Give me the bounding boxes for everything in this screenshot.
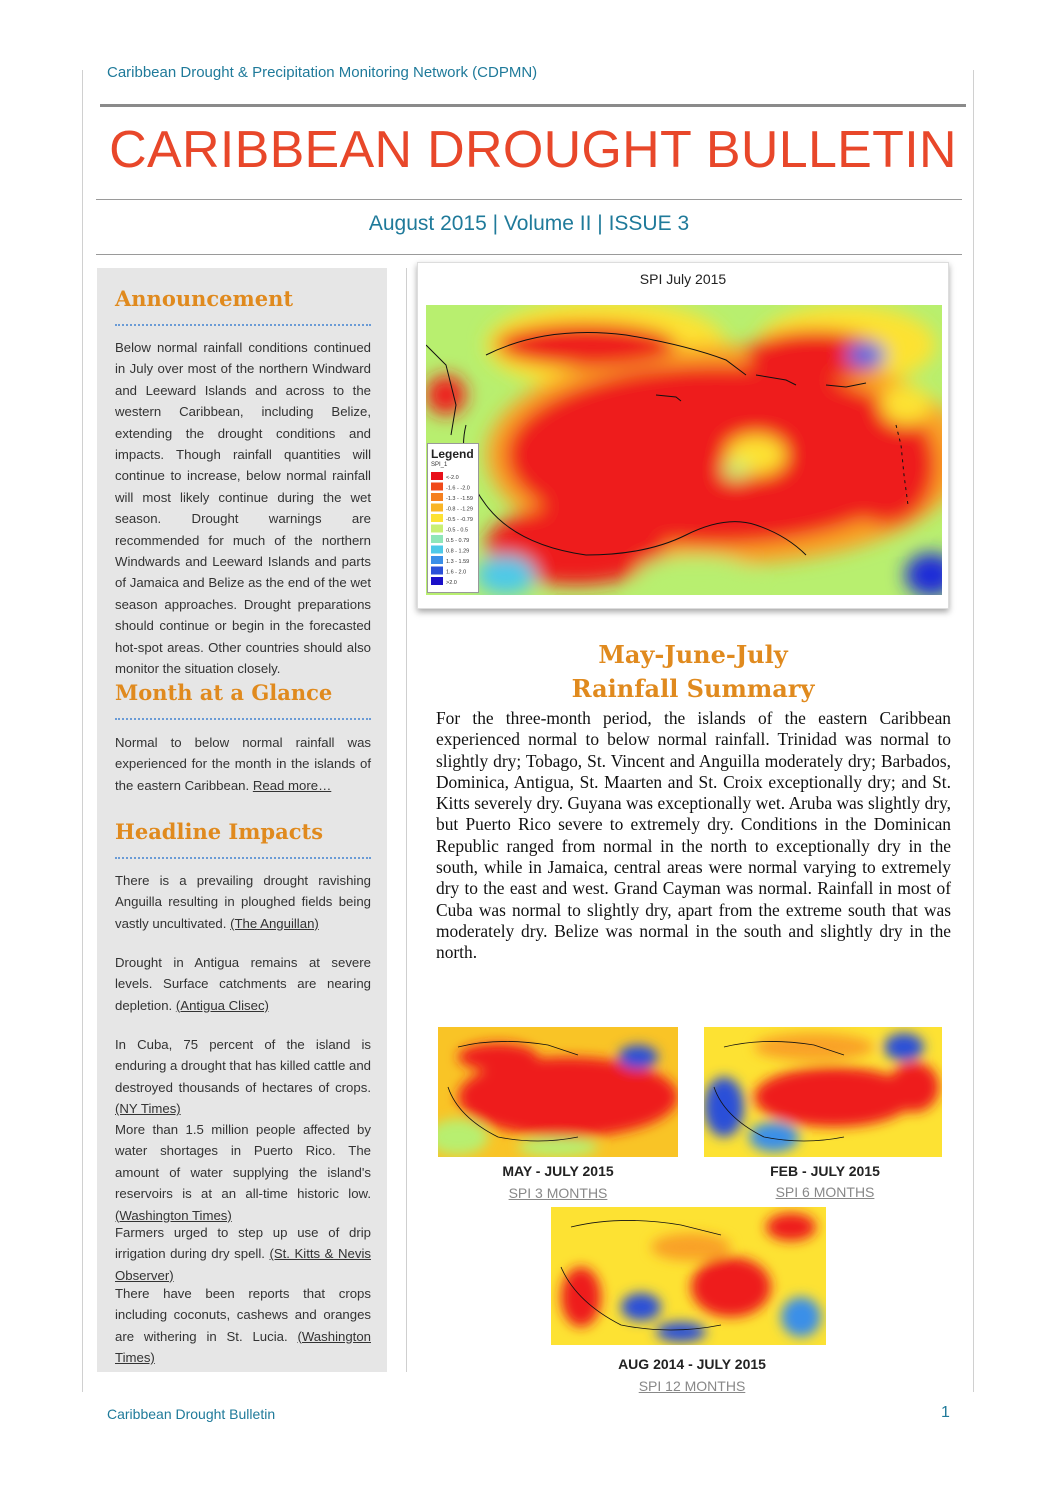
- impact-source-link[interactable]: (Washington Times): [115, 1328, 371, 1366]
- spi-3-month-map: [438, 1027, 678, 1157]
- map-link-spi-3[interactable]: SPI 3 MONTHS: [508, 1185, 608, 1201]
- legend-field: SPI_1: [431, 462, 448, 468]
- spi-map-image: [426, 305, 942, 595]
- impact-source-link[interactable]: (NY Times): [115, 1101, 181, 1117]
- issue-line: August 2015 | Volume II | ISSUE 3: [368, 212, 690, 235]
- legend-swatch: [431, 504, 443, 512]
- legend-label: -1.6 - -2.0: [446, 485, 470, 492]
- impact-source-link[interactable]: (The Anguillan): [230, 915, 319, 931]
- page-number: 1: [941, 1404, 950, 1421]
- impact-source-link[interactable]: (Washington Times): [115, 1207, 232, 1223]
- legend-label: 1.3 - 1.59: [446, 559, 470, 565]
- impact-item: Farmers urged to step up use of drip irrigation during dry spell. (St. Kitts & Nevis Observer): [115, 1225, 371, 1283]
- legend-swatch: [431, 567, 443, 575]
- legend-swatch: [431, 514, 443, 522]
- map-caption: AUG 2014 - JULY 2015: [618, 1356, 766, 1372]
- glance-divider: [115, 718, 371, 720]
- sidebar: [97, 268, 387, 1372]
- announcement-divider: [115, 324, 371, 326]
- legend-swatches: [431, 472, 477, 590]
- announcement-text: Below normal rainfall conditions continued in July over most of the northern Windward and Leeward Islands and across to the western Caribbean, including Belize, extending the drought conditions and impacts. Though rainfall quantities will continue to increase, below normal rainfall will most likely continue during the wet season. Drought warnings are recommended for much of the northern Windwards and Leeward Islands and parts of Jamaica and Belize as the end of the wet season approaches. Drought preparations should continue or begin in the forecasted hot-spot areas. Other countries should also monitor the situation closely.: [115, 340, 371, 677]
- legend-swatch: [431, 525, 443, 533]
- legend-label: -0.8 - -1.29: [446, 506, 473, 513]
- impacts-divider: [115, 857, 371, 859]
- summary-text: For the three-month period, the islands of the eastern Caribbean experienced normal to below normal rainfall. Trinidad was normal to slightly dry; Tobago, St. Vincent and Anguilla moderately dry; Barbados, Dominica, Antigua, St. Maarten and St. Croix exceptionally dry; and St. Kitts severely dry. Guyana was exceptionally wet. Aruba was slightly dry, but Puerto Rico severe to extremely dry. Conditions in the Dominican Republic ranged from normal in the north to exceptionally dry in the south, while in Jamaica, central areas were normal varying to extremely dry to the east and west. Grand Cayman was normal. Rainfall in most of Cuba was normal to slightly dry, apart from the extreme south that was moderately dry. Belize was normal in the south and slightly dry in the north.: [436, 708, 951, 963]
- glance-text: Normal to below normal rainfall was experienced for the month in the islands of the eastern Caribbean. Read more…: [115, 735, 371, 793]
- legend-label: <-2.0: [446, 475, 459, 481]
- legend-label: 0.8 - 1.29: [446, 548, 470, 555]
- summary-title-line-1: May-June-July: [598, 640, 788, 669]
- read-more-link[interactable]: Read more…: [252, 777, 332, 793]
- right-margin-line: [973, 70, 974, 1392]
- summary-title-line-2: Rainfall Summary: [571, 674, 815, 703]
- legend-swatch: [431, 546, 443, 554]
- left-margin-line: [82, 70, 83, 1392]
- legend-label: -0.5 - -0.79: [446, 517, 473, 523]
- footer-title: Caribbean Drought Bulletin: [107, 1406, 276, 1422]
- legend-label: >2.0: [446, 580, 457, 586]
- legend-title: Legend: [431, 447, 474, 461]
- legend-swatch: [431, 472, 443, 480]
- spi-july-map: [417, 262, 949, 609]
- legend-swatch: [431, 556, 443, 564]
- map-title: SPI July 2015: [639, 271, 727, 287]
- map-caption: MAY - JULY 2015: [502, 1163, 614, 1179]
- impact-item: In Cuba, 75 percent of the island is enduring a drought that has killed cattle and destroyed thousands of hectares of crops. (NY Times): [115, 1037, 371, 1117]
- legend-swatch: [431, 483, 443, 491]
- spi-12-month-map: [551, 1207, 826, 1345]
- legend-swatch: [431, 577, 443, 585]
- impacts-heading: Headline Impacts: [115, 819, 324, 844]
- legend-swatch: [431, 493, 443, 501]
- summary-title: [418, 638, 968, 706]
- impact-item: Drought in Antigua remains at severe levels. Surface catchments are nearing depletion. (Antigua Clisec): [115, 955, 371, 1013]
- announcement-heading: Announcement: [115, 286, 294, 311]
- column-divider: [406, 268, 407, 1372]
- issue-rule: [96, 254, 962, 255]
- spi-6-month-map: [704, 1027, 942, 1157]
- header-rule: [100, 104, 966, 107]
- legend-label: -0.5 - 0.5: [446, 527, 469, 534]
- map-link-spi-12[interactable]: SPI 12 MONTHS: [638, 1378, 746, 1394]
- map-caption: FEB - JULY 2015: [770, 1163, 880, 1179]
- impact-item: There is a prevailing drought ravishing Anguilla resulting in ploughed fields being vastly uncultivated. (The Anguillan): [115, 873, 371, 931]
- legend-swatch: [431, 535, 443, 543]
- impact-item: There have been reports that crops including coconuts, cashews and oranges are withering in St. Lucia. (Washington Times): [115, 1286, 371, 1366]
- bulletin-title: CARIBBEAN DROUGHT BULLETIN: [109, 121, 957, 179]
- legend-label: 1.6 - 2.0: [446, 569, 467, 576]
- legend-label: -1.3 - -1.59: [446, 496, 473, 502]
- map-legend: [427, 443, 479, 593]
- network-name: Caribbean Drought & Precipitation Monitoring Network (CDPMN): [107, 64, 538, 81]
- impact-item: More than 1.5 million people affected by water shortages in Puerto Rico. The amount of water supplying the island's reservoirs is at an all-time historic low. (Washington Times): [115, 1122, 371, 1223]
- impact-source-link[interactable]: (Antigua Clisec): [175, 997, 269, 1013]
- title-rule: [96, 199, 962, 200]
- glance-heading: Month at a Glance: [115, 680, 333, 705]
- map-link-spi-6[interactable]: SPI 6 MONTHS: [775, 1184, 875, 1200]
- legend-label: 0.5 - 0.79: [446, 538, 470, 544]
- impact-source-link[interactable]: (St. Kitts & Nevis Observer): [115, 1246, 371, 1283]
